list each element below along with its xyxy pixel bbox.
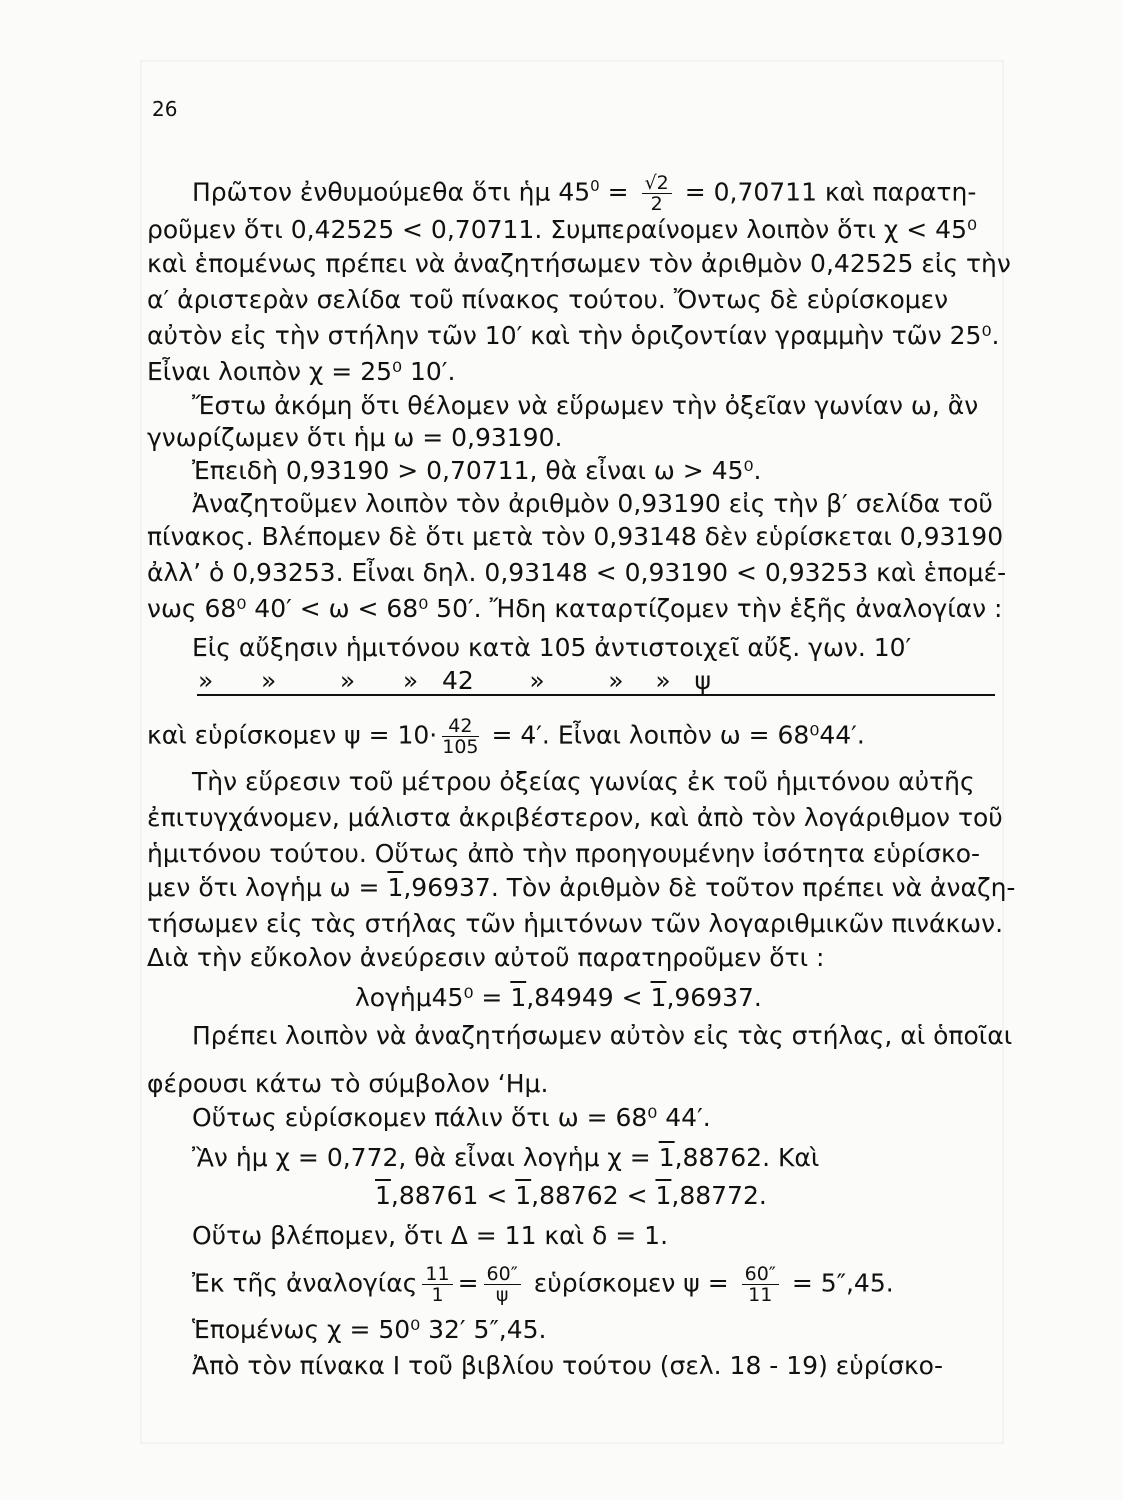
- text-line: Ἑπομένως χ = 50⁰ 32′ 5″,45.: [192, 1315, 547, 1344]
- sqrt2-fraction: $\frac{√2}{2}$: [642, 173, 672, 214]
- fraction-42-105: $\frac{42}{105}$: [442, 715, 479, 758]
- fraction-60-psi: $\frac{60''}{\psi}$: [484, 1264, 521, 1305]
- text-line: Ἀπὸ τὸν πίνακα Ι τοῦ βιβλίου τούτου (σελ. 18 - 19) εὑρίσκο-: [192, 1351, 943, 1380]
- text-line: ἀλλ’ ὁ 0,93253. Εἶναι δηλ. 0,93148 < 0,93190 < 0,93253 καὶ ἑπομέ-: [147, 558, 1007, 587]
- text-line: λογἡμ45⁰ = 1,84949 < 1,96937.: [355, 983, 762, 1012]
- text-line: » » » » 42 » » » ψ: [198, 666, 711, 695]
- text-line: αὐτὸν εἰς τὴν στήλην τῶν 10′ καὶ τὴν ὁριζοντίαν γραμμὴν τῶν 25⁰.: [147, 321, 1000, 350]
- text-line: τήσωμεν εἰς τὰς στήλας τῶν ἡμιτόνων τῶν λογαριθμικῶν πινάκων.: [147, 909, 1004, 938]
- text-line: φέρουσι κάτω τὸ σύμβολον ‘Ημ.: [147, 1069, 549, 1098]
- text-line: Οὕτως εὑρίσκομεν πάλιν ὅτι ω = 68⁰ 44′.: [192, 1103, 711, 1132]
- text-line: γνωρίζωμεν ὅτι ἡμ ω = 0,93190.: [147, 423, 563, 452]
- text-line: ἐπιτυγχάνομεν, μάλιστα ἀκριβέστερον, καὶ ἀπὸ τὸν λογάριθμον τοῦ: [147, 803, 1003, 832]
- text-line: Εἶναι λοιπὸν χ = 25⁰ 10′.: [147, 357, 456, 386]
- text-line: Πρῶτον ἐνθυμούμεθα ὅτι ἡμ $45^0$ = $\frac{√2}{2}$ = 0,70711 καὶ παρατη-: [192, 171, 977, 215]
- text-line: α′ ἀριστερὰν σελίδα τοῦ πίνακος τούτου. Ὄντως δὲ εὑρίσκομεν: [147, 285, 949, 314]
- page-number: 26: [152, 97, 178, 121]
- text-line: Οὕτω βλέπομεν, ὅτι Δ = 11 καὶ δ = 1.: [192, 1221, 669, 1250]
- fraction-60-11: $\frac{60''}{11}$: [742, 1264, 779, 1305]
- text-line: Ἂν ἡμ χ = 0,772, θὰ εἶναι λογἡμ χ = 1,88762. Καὶ: [192, 1143, 820, 1172]
- text-line: καὶ εὑρίσκομεν ψ = 10· $\frac{42}{105}$ = 4′. Εἶναι λοιπὸν ω = 68⁰44′.: [147, 715, 865, 758]
- text-line: Πρέπει λοιπὸν νὰ ἀναζητήσωμεν αὐτὸν εἰς τὰς στήλας, αἱ ὁποῖαι: [192, 1021, 1013, 1050]
- text-line: μεν ὅτι λογἡμ ω = 1,96937. Τὸν ἀριθμὸν δὲ τοῦτον πρέπει νὰ ἀναζη-: [147, 873, 1016, 902]
- text-line: Ἐπειδὴ 0,93190 > 0,70711, θὰ εἶναι ω > 45⁰.: [192, 456, 762, 485]
- proportion-rule: [197, 694, 995, 696]
- text-line: Τὴν εὕρεσιν τοῦ μέτρου ὀξείας γωνίας ἐκ τοῦ ἡμιτόνου αὐτῆς: [192, 767, 975, 796]
- text-line: Διὰ τὴν εὔκολον ἀνεύρεσιν αὐτοῦ παρατηροῦμεν ὅτι :: [147, 943, 825, 972]
- text-line: Ἔστω ἀκόμη ὅτι θέλομεν νὰ εὕρωμεν τὴν ὀξεῖαν γωνίαν ω, ἂν: [192, 391, 979, 420]
- text-line: ροῦμεν ὅτι 0,42525 < 0,70711. Συμπεραίνομεν λοιπὸν ὅτι χ < 45⁰: [147, 215, 978, 244]
- text-line: 1,88761 < 1,88762 < 1,88772.: [375, 1181, 767, 1210]
- fraction-11-1: $\frac{11}{1}$: [422, 1264, 452, 1305]
- text-line: νως 68⁰ 40′ < ω < 68⁰ 50′. Ἤδη καταρτίζομεν τὴν ἑξῆς ἀναλογίαν :: [147, 594, 1003, 623]
- text-line: πίνακος. Βλέπομεν δὲ ὅτι μετὰ τὸν 0,93148 δὲν εὑρίσκεται 0,93190: [147, 522, 1004, 551]
- text-line: Ἀναζητοῦμεν λοιπὸν τὸν ἀριθμὸν 0,93190 εἰς τὴν β′ σελίδα τοῦ: [192, 489, 993, 518]
- text-line: Ἐκ τῆς ἀναλογίας $\frac{11}{1}$ = $\frac{60''}{\psi}$ εὑρίσκομεν ψ = $\frac{60''}{11}$ = 5″,45.: [192, 1263, 894, 1306]
- text-line: ἡμιτόνου τούτου. Οὕτως ἀπὸ τὴν προηγουμένην ἰσότητα εὑρίσκο-: [147, 839, 981, 868]
- text-line: καὶ ἑπομένως πρέπει νὰ ἀναζητήσωμεν τὸν ἀριθμὸν 0,42525 εἰς τὴν: [147, 249, 1011, 278]
- text-line: Εἰς αὔξησιν ἡμιτόνου κατὰ 105 ἀντιστοιχεῖ αὔξ. γων. 10′: [192, 633, 912, 662]
